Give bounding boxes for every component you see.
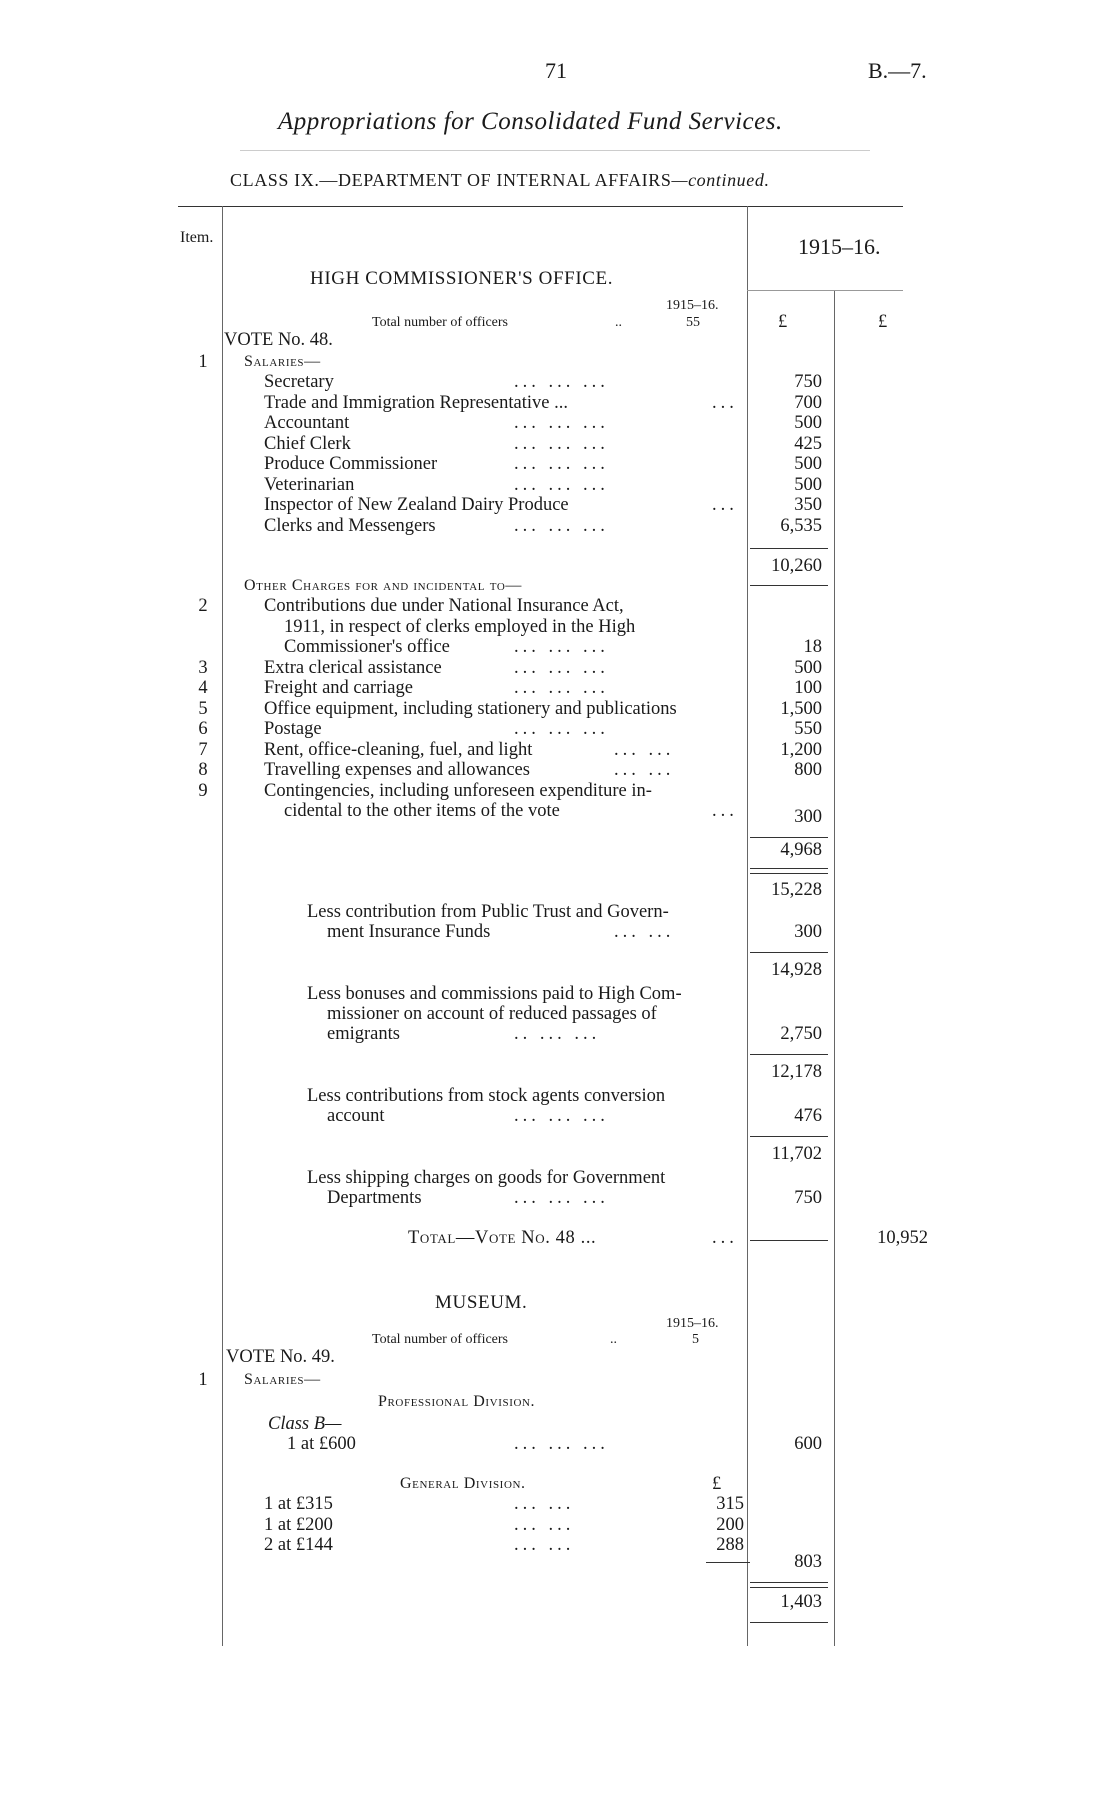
museum-officers-year: 1915–16. (666, 1316, 719, 1331)
charge-dots: ... ... ... (514, 678, 609, 698)
salary-dots: ... ... ... (514, 433, 609, 454)
salary-label: Produce Commissioner (264, 454, 438, 474)
pound-column-header-total: £ (878, 312, 888, 332)
salary-value: 500 (794, 413, 822, 433)
charge-value: 550 (794, 719, 822, 739)
vote-48-total-dots: ... (712, 1228, 738, 1248)
subtotal-1: 15,228 (771, 880, 822, 900)
charge-label-line: Freight and carriage (264, 678, 413, 698)
less-contribution-dots: ... ... (614, 922, 675, 942)
item-number: 3 (198, 657, 208, 678)
charge-label-line: Rent, office-cleaning, fuel, and light (264, 739, 533, 760)
general-division-total: 803 (794, 1552, 822, 1572)
less-stock-agents-value: 476 (794, 1106, 822, 1126)
salary-label: Veterinarian (264, 474, 355, 495)
officers-year: 1915–16. (666, 298, 719, 313)
salary-dots: ... (712, 392, 738, 413)
museum-vote-label: VOTE No. 49. (226, 1347, 335, 1367)
salary-label: Clerks and Messengers (264, 515, 436, 536)
salary-value: 425 (794, 433, 822, 454)
pound-column-header: £ (778, 312, 788, 332)
salary-value: 500 (794, 454, 822, 474)
general-division-value: 288 (716, 1535, 744, 1555)
charge-value: 800 (794, 760, 822, 780)
charge-value: 18 (803, 637, 822, 657)
item-number: 8 (198, 760, 208, 780)
general-division-label: General Division. (400, 1475, 526, 1492)
general-pound-header: £ (712, 1474, 722, 1494)
charge-label-line: cidental to the other items of the vote (284, 801, 560, 821)
charge-label-line: Commissioner's office (284, 637, 450, 657)
professional-value: 600 (794, 1434, 822, 1454)
general-division-line: 1 at £200 (264, 1514, 333, 1535)
less-bonuses-line-1: Less bonuses and commissions paid to High Com- (307, 984, 682, 1004)
less-contribution-line-1: Less contribution from Public Trust and Govern- (307, 902, 669, 922)
item-number: 7 (198, 739, 208, 760)
salaries-label: Salaries— (244, 353, 321, 370)
document-reference: B.—7. (868, 58, 927, 83)
item-number: 6 (198, 719, 208, 739)
vote-48-total-label: Total—Vote No. 48 ... (408, 1228, 597, 1248)
item-number: 2 (198, 596, 208, 616)
salary-dots: ... (712, 495, 738, 515)
charge-dots: ... ... ... (514, 719, 609, 739)
salary-label: Inspector of New Zealand Dairy Produce (264, 495, 569, 515)
salary-dots: ... ... ... (514, 515, 609, 536)
general-division-dots: ... ... (514, 1535, 575, 1555)
charge-dots: ... ... ... (514, 657, 609, 678)
section-heading-high-commissioner: HIGH COMMISSIONER'S OFFICE. (310, 268, 614, 289)
other-charges-label: Other Charges for and incidental to— (244, 577, 522, 594)
item-number: 1 (198, 352, 208, 372)
less-shipping-line-1: Less shipping charges on goods for Government (307, 1168, 666, 1188)
salaries-total: 10,260 (771, 556, 822, 576)
charge-dots: ... ... (614, 739, 675, 760)
charge-label-line: Office equipment, including stationery and publications (264, 698, 677, 719)
salary-label: Secretary (264, 372, 334, 392)
less-contribution-line-2: ment Insurance Funds (327, 922, 491, 942)
charge-value: 500 (794, 657, 822, 678)
item-number: 9 (198, 780, 208, 801)
item-number: 4 (198, 678, 208, 698)
salary-dots: ... ... ... (514, 413, 609, 433)
general-division-line: 2 at £144 (264, 1535, 333, 1555)
charge-value: 100 (794, 678, 822, 698)
general-division-line: 1 at £315 (264, 1494, 333, 1514)
professional-dots: ... ... ... (514, 1434, 609, 1454)
charge-label-line: Travelling expenses and allowances (264, 760, 530, 780)
charge-label-line: Postage (264, 719, 322, 739)
professional-line: 1 at £600 (287, 1434, 356, 1454)
less-contribution-value: 300 (794, 922, 822, 942)
salary-dots: ... ... ... (514, 474, 609, 495)
class-heading-text: CLASS IX.—DEPARTMENT OF INTERNAL AFFAIRS (230, 170, 672, 190)
vote-49-total: 1,403 (780, 1592, 822, 1612)
less-shipping-line-2: Departments (327, 1188, 422, 1208)
salary-label: Accountant (264, 413, 350, 433)
museum-item-number: 1 (198, 1370, 208, 1390)
museum-officers-label: Total number of officers (372, 1332, 508, 1347)
less-shipping-dots: ... ... ... (514, 1188, 609, 1208)
charge-label-line: Contributions due under National Insurance Act, (264, 596, 624, 616)
salary-value: 750 (794, 372, 822, 392)
less-bonuses-line-3: emigrants (327, 1024, 400, 1044)
less-bonuses-line-2: missioner on account of reduced passages of (327, 1004, 657, 1024)
salary-dots: ... ... ... (514, 454, 609, 474)
general-division-dots: ... ... (514, 1514, 575, 1535)
museum-officers-dots: .. (610, 1332, 617, 1347)
page-title: Appropriations for Consolidated Fund Services. (278, 108, 783, 135)
charge-dots: ... (712, 801, 738, 821)
page-number: 71 (545, 58, 567, 83)
other-charges-total: 4,968 (780, 840, 822, 860)
class-heading (230, 170, 770, 191)
item-column-header: Item. (180, 229, 214, 246)
salary-value: 500 (794, 474, 822, 495)
officers-label: Total number of officers (372, 315, 508, 330)
less-stock-agents-line-1: Less contributions from stock agents conversion (307, 1086, 666, 1106)
class-b-label: Class B— (268, 1414, 342, 1434)
salary-label: Trade and Immigration Representative ... (264, 392, 568, 413)
professional-division-label: Professional Division. (378, 1393, 536, 1410)
salary-value: 700 (794, 392, 822, 413)
museum-salaries-label: Salaries— (244, 1371, 321, 1388)
general-division-value: 200 (716, 1514, 744, 1535)
charge-value: 1,500 (780, 698, 822, 719)
charge-value: 1,200 (780, 739, 822, 760)
officers-count: 55 (686, 315, 700, 330)
subtotal-4: 11,702 (771, 1144, 822, 1164)
vote-label: VOTE No. 48. (224, 330, 333, 350)
charge-label-line: 1911, in respect of clerks employed in the High (284, 616, 636, 637)
less-bonuses-value: 2,750 (780, 1024, 822, 1044)
general-division-dots: ... ... (514, 1494, 575, 1514)
item-number: 5 (198, 698, 208, 719)
less-shipping-value: 750 (794, 1188, 822, 1208)
year-column-header: 1915–16. (798, 234, 881, 259)
less-bonuses-dots: .. ... ... (514, 1024, 601, 1044)
charge-label-line: Extra clerical assistance (264, 657, 442, 678)
museum-officers-count: 5 (692, 1332, 699, 1347)
salary-value: 350 (794, 495, 822, 515)
salary-label: Chief Clerk (264, 433, 351, 454)
section-heading-museum: MUSEUM. (435, 1292, 528, 1313)
charge-value: 300 (794, 807, 822, 827)
charge-label-line: Contingencies, including unforeseen expenditure in- (264, 780, 652, 801)
less-stock-agents-dots: ... ... ... (514, 1106, 609, 1126)
salary-value: 6,535 (780, 515, 822, 536)
salary-dots: ... ... ... (514, 372, 609, 392)
subtotal-2: 14,928 (771, 960, 822, 980)
charge-dots: ... ... ... (514, 637, 609, 657)
general-division-value: 315 (716, 1494, 744, 1514)
charge-dots: ... ... (614, 760, 675, 780)
less-stock-agents-line-2: account (327, 1106, 385, 1126)
subtotal-3: 12,178 (771, 1062, 822, 1082)
class-heading-suffix: —continued. (671, 170, 770, 190)
vote-48-total-value: 10,952 (877, 1228, 928, 1248)
officers-dots: .. (615, 315, 622, 330)
